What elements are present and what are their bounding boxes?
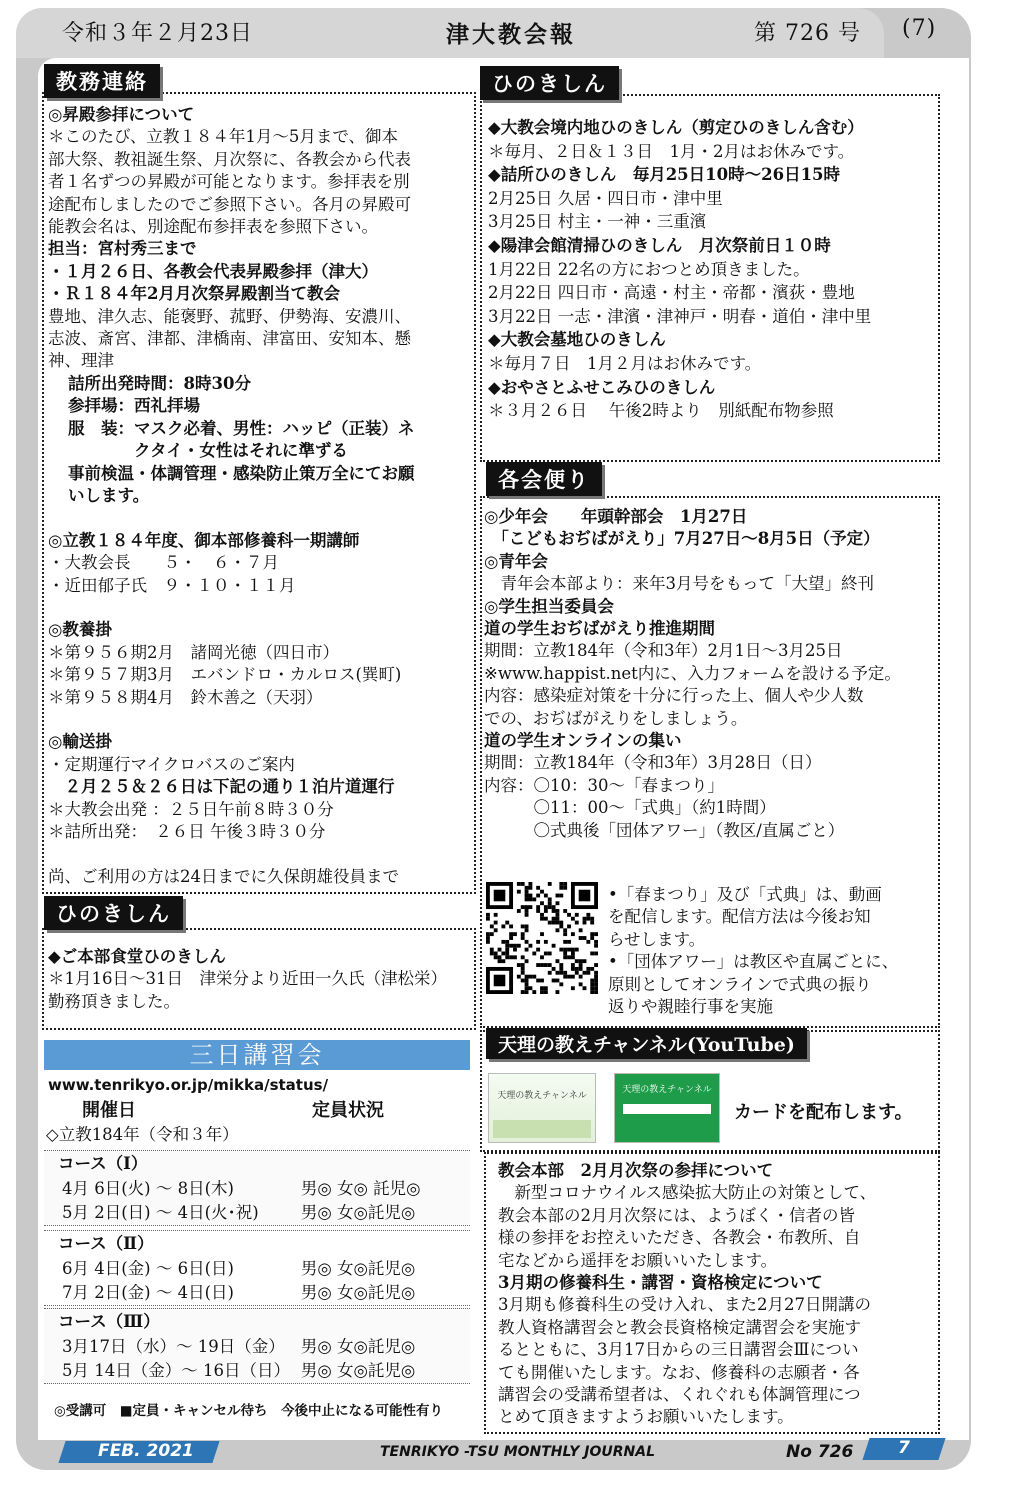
hinokishin-right-line: ＊毎月、２日＆１３日 1月・2月はお休みです。 xyxy=(488,141,855,161)
kyomu-line: 担当：宮村秀三まで xyxy=(48,239,197,259)
mikka-col-status: 定員状況 xyxy=(312,1100,384,1121)
kyomu-line: 途配布しましたのでご参照下さい。各月の昇殿可 xyxy=(48,194,411,214)
course-status: 男◎ 女◎託児◎ xyxy=(300,1259,416,1278)
kyomu-line: 神、理津 xyxy=(48,351,114,371)
course-status: 男◎ 女◎託児◎ xyxy=(300,1283,416,1302)
honbu-line: 教人資格講習会と教会長資格検定講習会を実施す xyxy=(498,1317,861,1337)
kakukai-notes xyxy=(608,884,898,1018)
kyomu-line: ・Ｒ１８４年2月月次祭昇殿割当て教会 xyxy=(48,284,340,304)
mikka-course-name: コース（Ⅱ） xyxy=(58,1234,154,1253)
mikka-legend: ◎受講可 ■定員・キャンセル待ち 今後中止になる可能性有り xyxy=(54,1403,444,1419)
kyomu-line: 事前検温・体調管理・感染防止策万全にてお願 xyxy=(68,463,415,483)
kakukai-line: 道の学生オンラインの集い xyxy=(484,731,682,751)
honbu-line: 様の参拝をお控えいただき、各教会・布教所、自 xyxy=(498,1228,861,1248)
hinokishin-right-line: ◆詰所ひのきしん 毎月25日10時～26日15時 xyxy=(488,165,841,185)
kakukai-label: 各会便り xyxy=(486,462,602,496)
kakukai-line: 〇11：00～「式典」（約1時間） xyxy=(484,798,776,818)
kakukai-note-line: らせします。 xyxy=(608,929,706,949)
honbu-line: るとともに、3月17日からの三日講習会Ⅲについ xyxy=(498,1340,859,1360)
kakukai-note-line: •「団体アワー」は教区や直属ごとに、 xyxy=(608,952,899,972)
channel-card-1 xyxy=(488,1073,596,1143)
footer-journal: TENRIKYO -TSU MONTHLY JOURNAL xyxy=(380,1444,656,1460)
card1-flowers xyxy=(493,1120,591,1138)
mikka-course xyxy=(44,1230,470,1306)
issue-number: 第 726 号 xyxy=(754,21,861,46)
kakukai-note-line: 原則としてオンラインで式典の振り xyxy=(608,974,872,994)
kyomu-line: ◎輸送掛 xyxy=(48,732,112,752)
course-date: 5月 2日(日) ～ 4日(火･祝) xyxy=(62,1203,259,1222)
mikka-course xyxy=(44,1150,470,1226)
honbu-line: 教会本部の2月月次祭には、ようぼく・信者の皆 xyxy=(498,1205,855,1225)
qr-code[interactable] xyxy=(486,882,598,994)
mikka-course xyxy=(44,1308,470,1384)
hinokishin-right-line: ◆おやさとふせこみひのきしん xyxy=(488,377,716,397)
course-date: 4月 6日(火) ～ 8日(木) xyxy=(62,1179,234,1198)
kakukai-line: での、おぢばがえりをしましょう。 xyxy=(484,708,748,728)
kyomu-line xyxy=(48,507,415,529)
honbu-text xyxy=(498,1160,876,1429)
course-date: 3月17日（水）～ 19日（金） xyxy=(62,1337,285,1356)
kakukai-line: 期間：立教184年（令和3年）2月1日～3月25日 xyxy=(484,641,843,661)
mikka-course-name: コース（Ⅰ） xyxy=(58,1154,148,1173)
honbu-line: 宅などから遥拝をお願いいたします。 xyxy=(498,1250,778,1270)
hinokishin-right-text xyxy=(488,116,871,423)
hinokishin-right-line: ◆大教会墓地ひのきしん xyxy=(488,330,666,350)
kyomu-line: 豊地、津久志、能褒野、菰野、伊勢海、安濃川、 xyxy=(48,306,411,326)
mikka-col-date: 開催日 xyxy=(82,1100,136,1121)
hinokishin-left-line: ◆ご本部食堂ひのきしん xyxy=(48,947,226,966)
channel-text: カードを配布します。 xyxy=(734,1102,913,1123)
mikka-course-row xyxy=(44,1177,470,1201)
hinokishin-right-label: ひのきしん xyxy=(480,66,619,100)
honbu-line: 教会本部 2月月次祭の参拝について xyxy=(498,1161,774,1180)
kyomu-line: ◎昇殿参拝について xyxy=(48,105,195,124)
channel-card-2 xyxy=(614,1073,720,1143)
kyomu-line xyxy=(48,597,415,619)
kakukai-line: ◎学生担当委員会 xyxy=(484,596,614,616)
kyomu-line: 志波、斎宮、津都、津橋南、津富田、安知本、懸 xyxy=(48,329,411,349)
kyomu-line: ＊このたび、立教１８４年1月～5月まで、御本 xyxy=(48,127,399,147)
kyomu-line: 尚、ご利用の方は24日までに久保朗雄役員まで xyxy=(48,866,399,886)
kyomu-line: 者１名ずつの昇殿が可能となります。参拝表を別 xyxy=(48,172,410,192)
kyomu-line: ＊第９５８期4月 鈴木善之（天羽） xyxy=(48,687,323,707)
course-status: 男◎ 女◎ 託児◎ xyxy=(300,1179,421,1198)
hinokishin-right-line: ◆陽津会館清掃ひのきしん 月次祭前日１０時 xyxy=(488,235,831,255)
kyomu-line: ＊第９５７期3月 エバンドロ・カルロス(巽町) xyxy=(48,665,402,685)
course-date: 6月 4日(金) ～ 6日(日) xyxy=(62,1259,234,1278)
footer-issue: No 726 xyxy=(786,1442,854,1462)
mikka-course-row xyxy=(44,1335,470,1359)
course-status: 男◎ 女◎託児◎ xyxy=(300,1203,416,1222)
hinokishin-right-line: 1月22日 22名の方におつとめ頂きました。 xyxy=(488,259,810,279)
kyomu-line: ◎教養掛 xyxy=(48,620,112,640)
kyomu-line: ・定期運行マイクロバスのご案内 xyxy=(48,754,295,774)
honbu-line: とめて頂きますようお願いいたします。 xyxy=(498,1407,794,1427)
kyomu-line: ・近田郁子氏 ９・１０・１１月 xyxy=(48,575,296,595)
mikka-title: 三日講習会 xyxy=(44,1040,470,1070)
hinokishin-right-line: 3月22日 一志・津濱・津神戸・明春・道伯・津中里 xyxy=(488,306,872,326)
honbu-line: 3月期も修養科生の受け入れ、また2月27日開講の xyxy=(498,1295,871,1315)
course-status: 男◎ 女◎託児◎ xyxy=(300,1361,416,1380)
honbu-line: 新型コロナウイルス感染拡大防止の対策として、 xyxy=(498,1183,877,1203)
newsletter-title: 津大教会報 xyxy=(446,21,576,48)
kakukai-line: 〇式典後「団体アワー」（教区/直属ごと） xyxy=(484,820,845,840)
hinokishin-left-line: ＊1月16日～31日 津栄分より近田一久氏（津松栄） xyxy=(48,969,447,989)
mikka-url[interactable]: www.tenrikyo.or.jp/mikka/status/ xyxy=(48,1076,329,1094)
issue-date: 令和３年２月23日 xyxy=(62,21,253,46)
kakukai-line: 内容：感染症対策を十分に行った上、個人や少人数 xyxy=(484,686,864,706)
kakukai-text xyxy=(484,506,901,842)
mikka-course-row xyxy=(44,1257,470,1281)
kakukai-line: ◎少年会 年頭幹部会 1月27日 xyxy=(484,507,748,526)
kakukai-line: 内容：〇10：30～「春まつり」 xyxy=(484,775,724,795)
kakukai-line: 「こどもおぢばがえり」7月27日～8月5日（予定） xyxy=(484,529,880,549)
kyomu-line xyxy=(48,709,415,731)
kakukai-line: ※www.happist.net内に、入力フォームを設ける予定。 xyxy=(484,663,901,683)
kakukai-note-line: を配信します。配信方法は今後お知 xyxy=(608,907,871,927)
course-status: 男◎ 女◎託児◎ xyxy=(300,1337,416,1356)
page-number: (7) xyxy=(902,16,937,41)
kyomu-label: 教務連絡 xyxy=(44,64,160,98)
kyomu-line: ２月２５＆２６日は下記の通り１泊片道運行 xyxy=(48,777,395,797)
kyomu-line: 部大祭、教祖誕生祭、月次祭に、各教会から代表 xyxy=(48,149,411,169)
hinokishin-right-line: ◆大教会境内地ひのきしん（剪定ひのきしん含む） xyxy=(488,118,864,137)
card2-title: 天理の教えチャンネル xyxy=(622,1085,712,1095)
kyomu-line: 服 装：マスク必着、男性：ハッピ（正装）ネ xyxy=(68,418,415,438)
hinokishin-left-text xyxy=(48,946,447,1013)
hinokishin-right-line: ＊毎月７日 1月２月はお休みです。 xyxy=(488,353,762,373)
footer-month: FEB. 2021 xyxy=(98,1441,194,1461)
kyomu-line: クタイ・女性はそれに準ずる xyxy=(68,441,348,461)
channel-label: 天理の教えチャンネル(YouTube) xyxy=(486,1028,807,1059)
card1-title: 天理の教えチャンネル xyxy=(497,1091,587,1101)
hinokishin-left-label: ひのきしん xyxy=(44,896,183,930)
card2-button xyxy=(623,1104,711,1114)
course-date: 7月 2日(金) ～ 4日(日) xyxy=(62,1283,234,1302)
kyomu-line: 詰所出発時間：8時30分 xyxy=(68,373,251,393)
kyomu-line xyxy=(48,843,415,865)
course-date: 5月 14日（金）～ 16日（日） xyxy=(62,1361,290,1380)
kakukai-line: 道の学生おぢばがえり推進期間 xyxy=(484,619,715,639)
hinokishin-right-line: ＊３月２６日 午後2時より 別紙配布物参照 xyxy=(488,401,834,421)
kakukai-note-line: •「春まつり」及び「式典」は、動画 xyxy=(608,885,882,904)
kakukai-line: 青年会本部より：来年3月号をもって「大望」終刊 xyxy=(484,574,874,594)
hinokishin-right-line: 2月22日 四日市・高遠・村主・帝都・濱荻・豊地 xyxy=(488,283,855,303)
mikka-year: ◇立教184年（令和３年） xyxy=(46,1125,239,1144)
kyomu-line: ＊詰所出発： ２６日 午後３時３０分 xyxy=(48,822,326,841)
kyomu-line: ・１月２６日、各教会代表昇殿参拝（津大） xyxy=(48,261,378,281)
mikka-course-row xyxy=(44,1281,470,1305)
mikka-course-row xyxy=(44,1201,470,1225)
kyomu-text xyxy=(48,104,415,888)
honbu-line: ても開催いたします。なお、修養科の志願者・各 xyxy=(498,1362,860,1382)
footer-page: 7 xyxy=(898,1438,910,1458)
kyomu-line: ＊第９５６期2月 諸岡光徳（四日市） xyxy=(48,642,339,662)
kyomu-line: 参拝場：西礼拝場 xyxy=(68,396,200,416)
hinokishin-right-line: 2月25日 久居・四日市・津中里 xyxy=(488,188,723,208)
kakukai-line: ◎青年会 xyxy=(484,551,548,571)
kakukai-line: 期間：立教184年（令和3年）3月28日（日） xyxy=(484,753,822,773)
kyomu-line: ◎立教１８４年度、御本部修養科一期講師 xyxy=(48,530,360,550)
honbu-line: 講習会の受講希望者は、くれぐれも体調管理につ xyxy=(498,1385,861,1405)
hinokishin-left-line: 勤務頂きました。 xyxy=(48,991,180,1011)
kyomu-line: ・大教会長 ５・ ６・７月 xyxy=(48,553,279,573)
mikka-course-name: コース（Ⅲ） xyxy=(58,1312,160,1331)
honbu-line: 3月期の修養科生・講習・資格検定について xyxy=(498,1273,823,1293)
kyomu-line: ＊大教会出発 ：２５日午前８時３０分 xyxy=(48,799,334,819)
kyomu-line: 能教会名は、別途配布参拝表を参照下さい。 xyxy=(48,217,378,237)
kyomu-line: いします。 xyxy=(68,485,150,505)
hinokishin-right-line: 3月25日 村主・一神・三重濱 xyxy=(488,212,707,232)
mikka-course-row xyxy=(44,1359,470,1383)
kakukai-note-line: 返りや親睦行事を実施 xyxy=(608,997,773,1017)
